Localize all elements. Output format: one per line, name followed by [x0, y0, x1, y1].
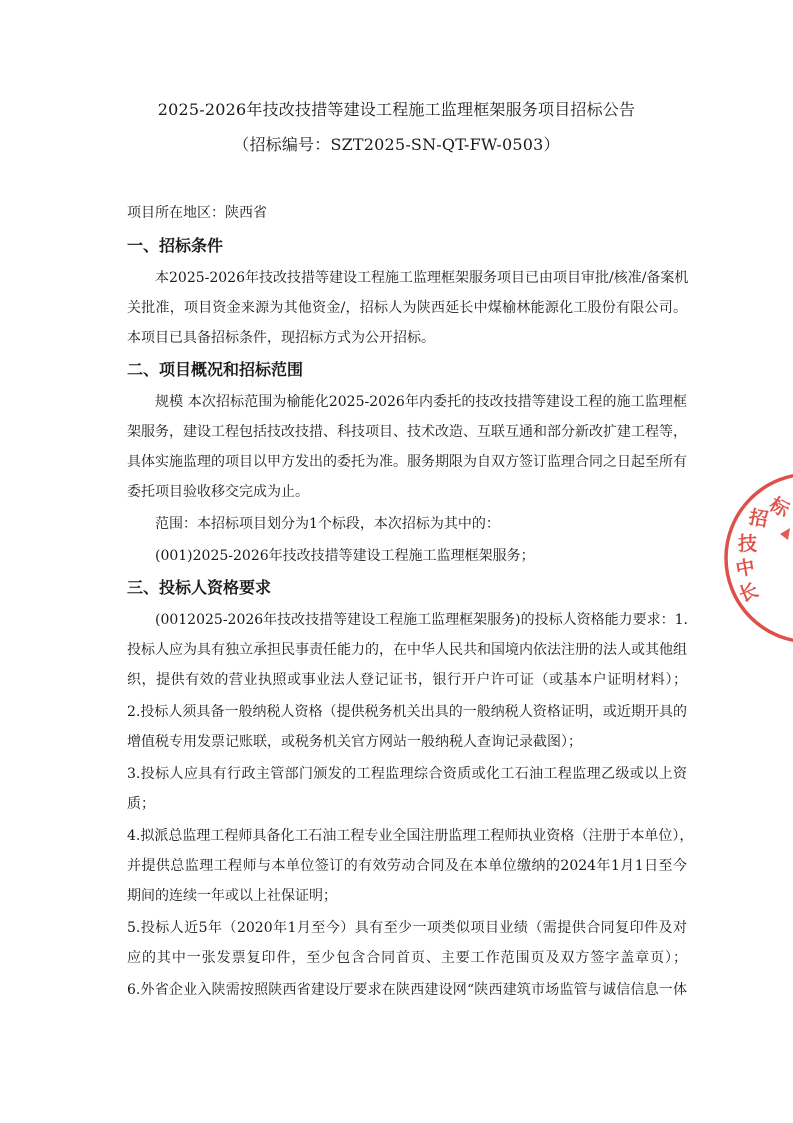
- paragraph-line: 3.投标人应具有行政主管部门颁发的工程监理综合资质或化工石油工程监理乙级或以上资: [127, 766, 687, 782]
- paragraph-line: 架服务，建设工程包括技改技措、科技项目、技术改造、互联互通和部分新改扩建工程等，: [127, 424, 687, 440]
- paragraph-line: (0012025-2026年技改技措等建设工程施工监理框架服务)的投标人资格能力要求：1.: [155, 612, 688, 628]
- paragraph-line: 投标人应为具有独立承担民事责任能力的，在中华人民共和国境内依法注册的法人或其他组: [127, 642, 687, 658]
- paragraph-line: 本2025-2026年技改技措等建设工程施工监理框架服务项目已由项目审批/核准/备案机: [155, 270, 689, 286]
- paragraph-line: 4.拟派总监理工程师具备化工石油工程专业全国注册监理工程师执业资格（注册于本单位），: [127, 828, 694, 844]
- section-heading-bid-conditions: 一、招标条件: [127, 236, 224, 255]
- seal-char: 标: [765, 493, 793, 522]
- section-heading-qualifications: 三、投标人资格要求: [127, 578, 272, 597]
- scope-line: 范围：本招标项目划分为1个标段，本次招标为其中的：: [155, 516, 500, 532]
- paragraph-line: 委托项目验收移交完成为止。: [127, 484, 309, 500]
- paragraph-line: 应的其中一张发票复印件，至少包含合同首页、主要工作范围页及双方签字盖章页）；: [127, 950, 687, 966]
- seal-char: 长: [735, 579, 762, 607]
- paragraph-line: 期间的连续一年或以上社保证明；: [127, 888, 337, 904]
- project-region: 项目所在地区：陕西省: [127, 205, 267, 221]
- document-title: 2025-2026年技改技措等建设工程施工监理框架服务项目招标公告: [157, 100, 636, 119]
- company-seal: [718, 468, 793, 648]
- paragraph-line: 关批准，项目资金来源为其他资金/，招标人为陕西延长中煤榆林能源化工股份有限公司。: [127, 300, 687, 316]
- seal-char: 招: [747, 506, 770, 532]
- paragraph-line: 织，提供有效的营业执照或事业法人登记证书，银行开户许可证（或基本户证明材料）；: [127, 672, 687, 688]
- paragraph-line: 2.投标人须具备一般纳税人资格（提供税务机关出具的一般纳税人资格证明，或近期开具的: [127, 704, 687, 720]
- paragraph-line: 规模 本次招标范围为榆能化2025-2026年内委托的技改技措等建设工程的施工监理框: [155, 394, 687, 410]
- seal-char: 技: [738, 533, 758, 555]
- scope-line: (001)2025-2026年技改技措等建设工程施工监理框架服务；: [155, 548, 535, 564]
- seal-stamp-graphic: [718, 468, 793, 648]
- paragraph-line: 质；: [127, 796, 155, 812]
- paragraph-line: 增值税专用发票记账联，或税务机关官方网站一般纳税人查询记录截图）；: [127, 734, 582, 750]
- bid-number: （招标编号：SZT2025-SN-QT-FW-0503）: [233, 135, 560, 154]
- seal-char: 中: [734, 555, 757, 581]
- paragraph-line: 本项目已具备招标条件，现招标方式为公开招标。: [127, 330, 435, 346]
- paragraph-line: 并提供总监理工程师与本单位签订的有效劳动合同及在本单位缴纳的2024年1月1日至今: [127, 858, 687, 874]
- paragraph-line: 5.投标人近5年（2020年1月至今）具有至少一项类似项目业绩（需提供合同复印件及对: [127, 920, 687, 936]
- paragraph-line: 6.外省企业入陕需按照陕西省建设厅要求在陕西建设网“陕西建筑市场监管与诚信信息一体: [127, 982, 687, 998]
- section-heading-project-overview: 二、项目概况和招标范围: [127, 360, 304, 379]
- paragraph-line: 具体实施监理的项目以甲方发出的委托为准。服务期限为自双方签订监理合同之日起至所有: [127, 454, 687, 470]
